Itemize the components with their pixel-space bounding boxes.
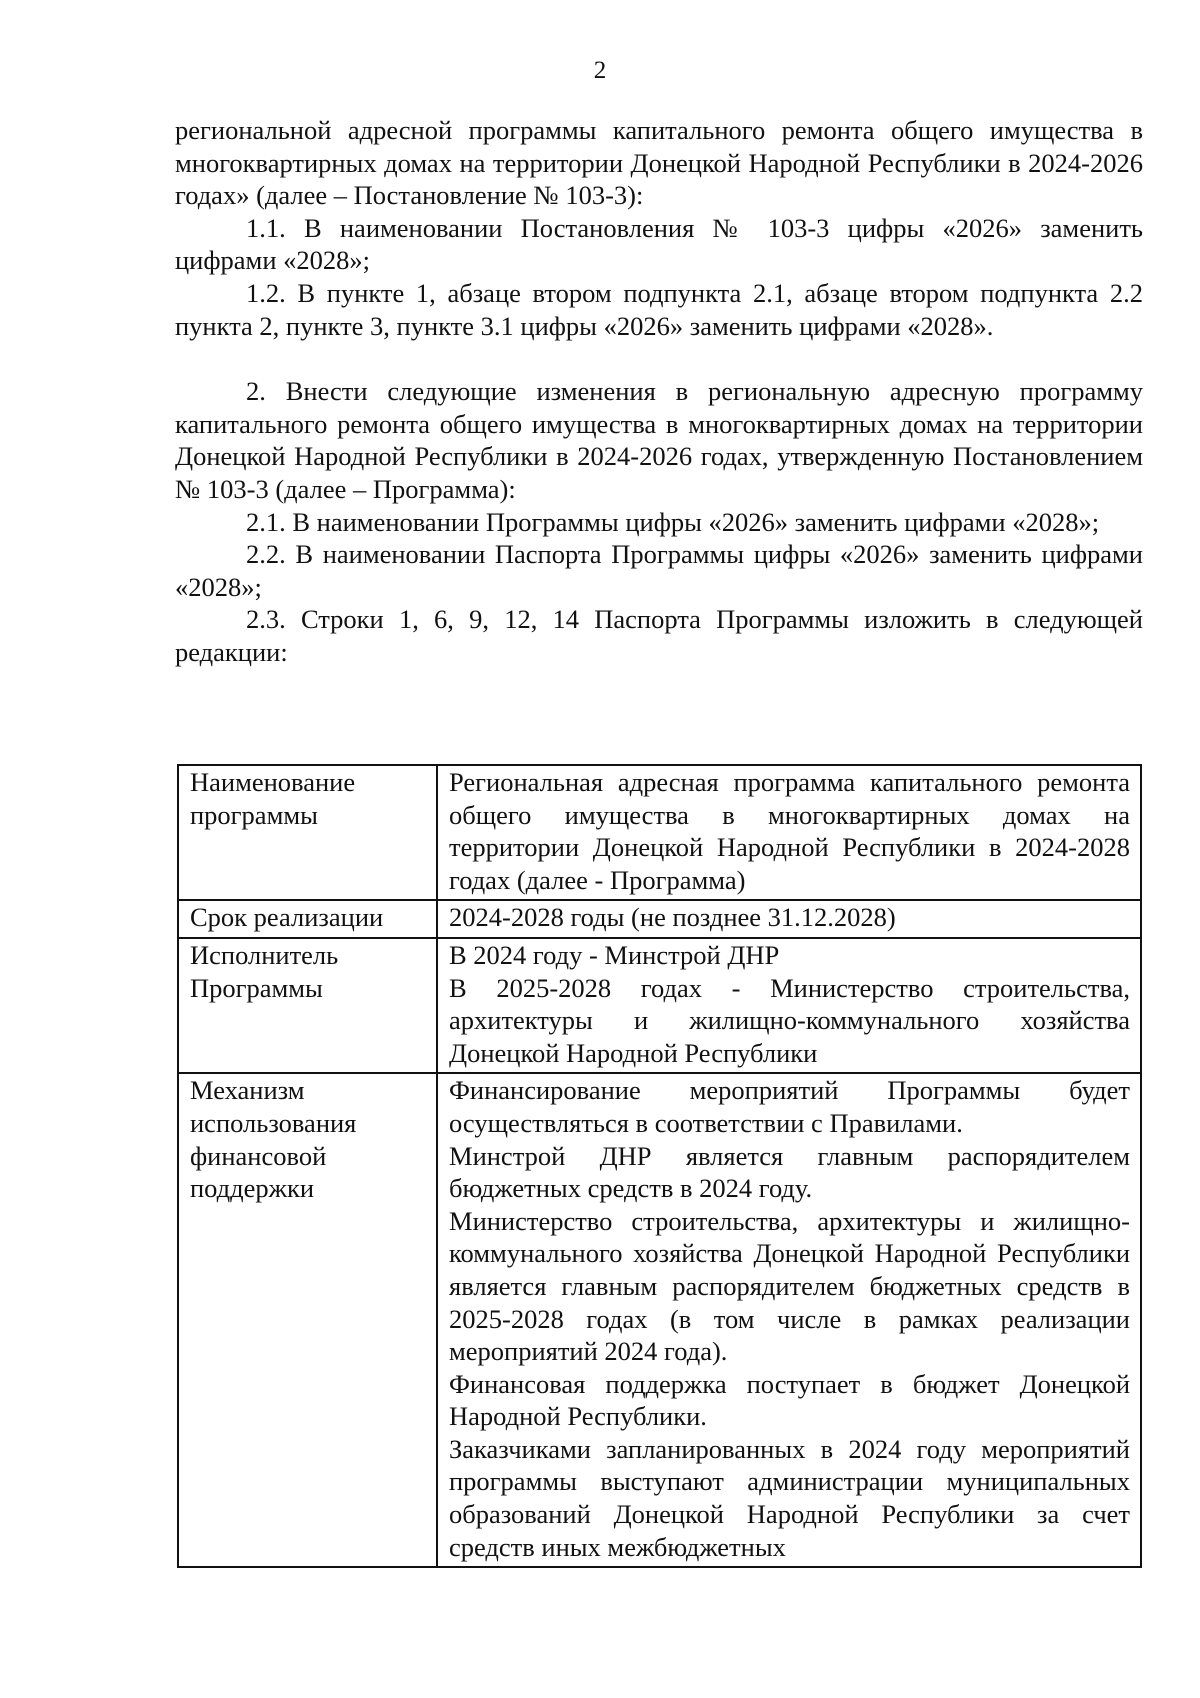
row-value: В 2024 году - Минстрой ДНР — [449, 939, 780, 970]
row-label: финансовой — [190, 1140, 327, 1171]
paragraph-1-2: 1.2. В пункте 1, абзаце втором подпункта 2.1, абзаце втором подпункта 2.2 пункта 2, пункте 3, пункте 3.1 цифры «2026» заменить цифрами «2028». — [175, 277, 1143, 341]
row-label: Механизм — [190, 1075, 305, 1106]
row-value: Заказчиками запланированных в 2024 году мероприятий программы выступают администрации муниципальных образований Донецкой Народной Республики за счет средств иных межбюджетных — [449, 1433, 1130, 1562]
row-value: Финансирование мероприятий Программы будет осуществляться в соответствии с Правилами. — [449, 1075, 1130, 1138]
row-label: Программы — [190, 972, 323, 1003]
paragraph-2-2: 2.2. В наименовании Паспорта Программы цифры «2026» заменить цифрами «2028»; — [175, 539, 1143, 602]
row-value: Минстрой ДНР является главным распорядителем бюджетных средств в 2024 году. — [449, 1140, 1130, 1204]
paragraph-gap — [175, 342, 1143, 375]
table-row — [178, 765, 1141, 900]
row-label-cell — [178, 765, 437, 900]
row-value: Министерство строительства, архитектуры и жилищно-коммунального хозяйства Донецкой Народной Республики является главным распорядителем бюджетных средств в 2025-2028 годах (в том числе в рамках реализации мероприятий 2024 года). — [449, 1205, 1130, 1367]
paragraph-intro: региональной адресной программы капитального ремонта общего имущества в многоквартирных домах на территории Донецкой Народной Республики в 2024-2026 годах» (далее – Постановление № 103-3): — [175, 115, 1143, 211]
row-label-cell — [178, 938, 437, 1073]
row-label: Срок реализации — [190, 902, 384, 933]
paragraph-1-1: 1.1. В наименовании Постановления № 103-3 цифры «2026» заменить цифрами «2028»; — [175, 212, 1143, 276]
row-label: Исполнитель — [190, 939, 339, 970]
page-number: 2 — [593, 57, 607, 84]
row-label: использования — [190, 1107, 357, 1138]
row-value: 2024-2028 годы (не позднее 31.12.2028) — [449, 902, 896, 933]
document-body — [175, 114, 1143, 669]
passport-table — [177, 764, 1142, 1568]
row-value-cell — [437, 1073, 1141, 1567]
row-value: Финансовая поддержка поступает в бюджет Донецкой Народной Республики. — [449, 1368, 1130, 1432]
row-label-cell — [178, 1073, 437, 1567]
row-label: поддержки — [190, 1173, 315, 1204]
row-value: В 2025-2028 годах - Министерство строительства, архитектуры и жилищно-коммунального хозяйства Донецкой Народной Республики — [449, 972, 1130, 1068]
row-value-cell — [437, 765, 1141, 900]
row-label: Наименование — [190, 767, 356, 797]
paragraph-2-1: 2.1. В наименовании Программы цифры «2026» заменить цифрами «2028»; — [246, 506, 1100, 537]
table-row — [178, 938, 1141, 1073]
paragraph-2: 2. Внести следующие изменения в региональную адресную программу капитального ремонта общего имущества в многоквартирных домах на территории Донецкой Народной Республики в 2024-2026 годах, утвержденную Постановлением № 103-3 (далее – Программа): — [175, 376, 1143, 504]
row-value-cell — [437, 938, 1141, 1073]
row-value: Региональная адресная программа капитального ремонта общего имущества в многоквартирных домах на территории Донецкой Народной Республики в 2024-2028 годах (далее - Программа) — [449, 767, 1130, 895]
row-value-cell — [437, 900, 1141, 938]
paragraph-2-3: 2.3. Строки 1, 6, 9, 12, 14 Паспорта Программы изложить в следующей редакции: — [175, 604, 1143, 667]
table-row — [178, 900, 1141, 938]
table-row — [178, 1073, 1141, 1567]
row-label-cell — [178, 900, 437, 938]
row-label: программы — [190, 799, 318, 830]
